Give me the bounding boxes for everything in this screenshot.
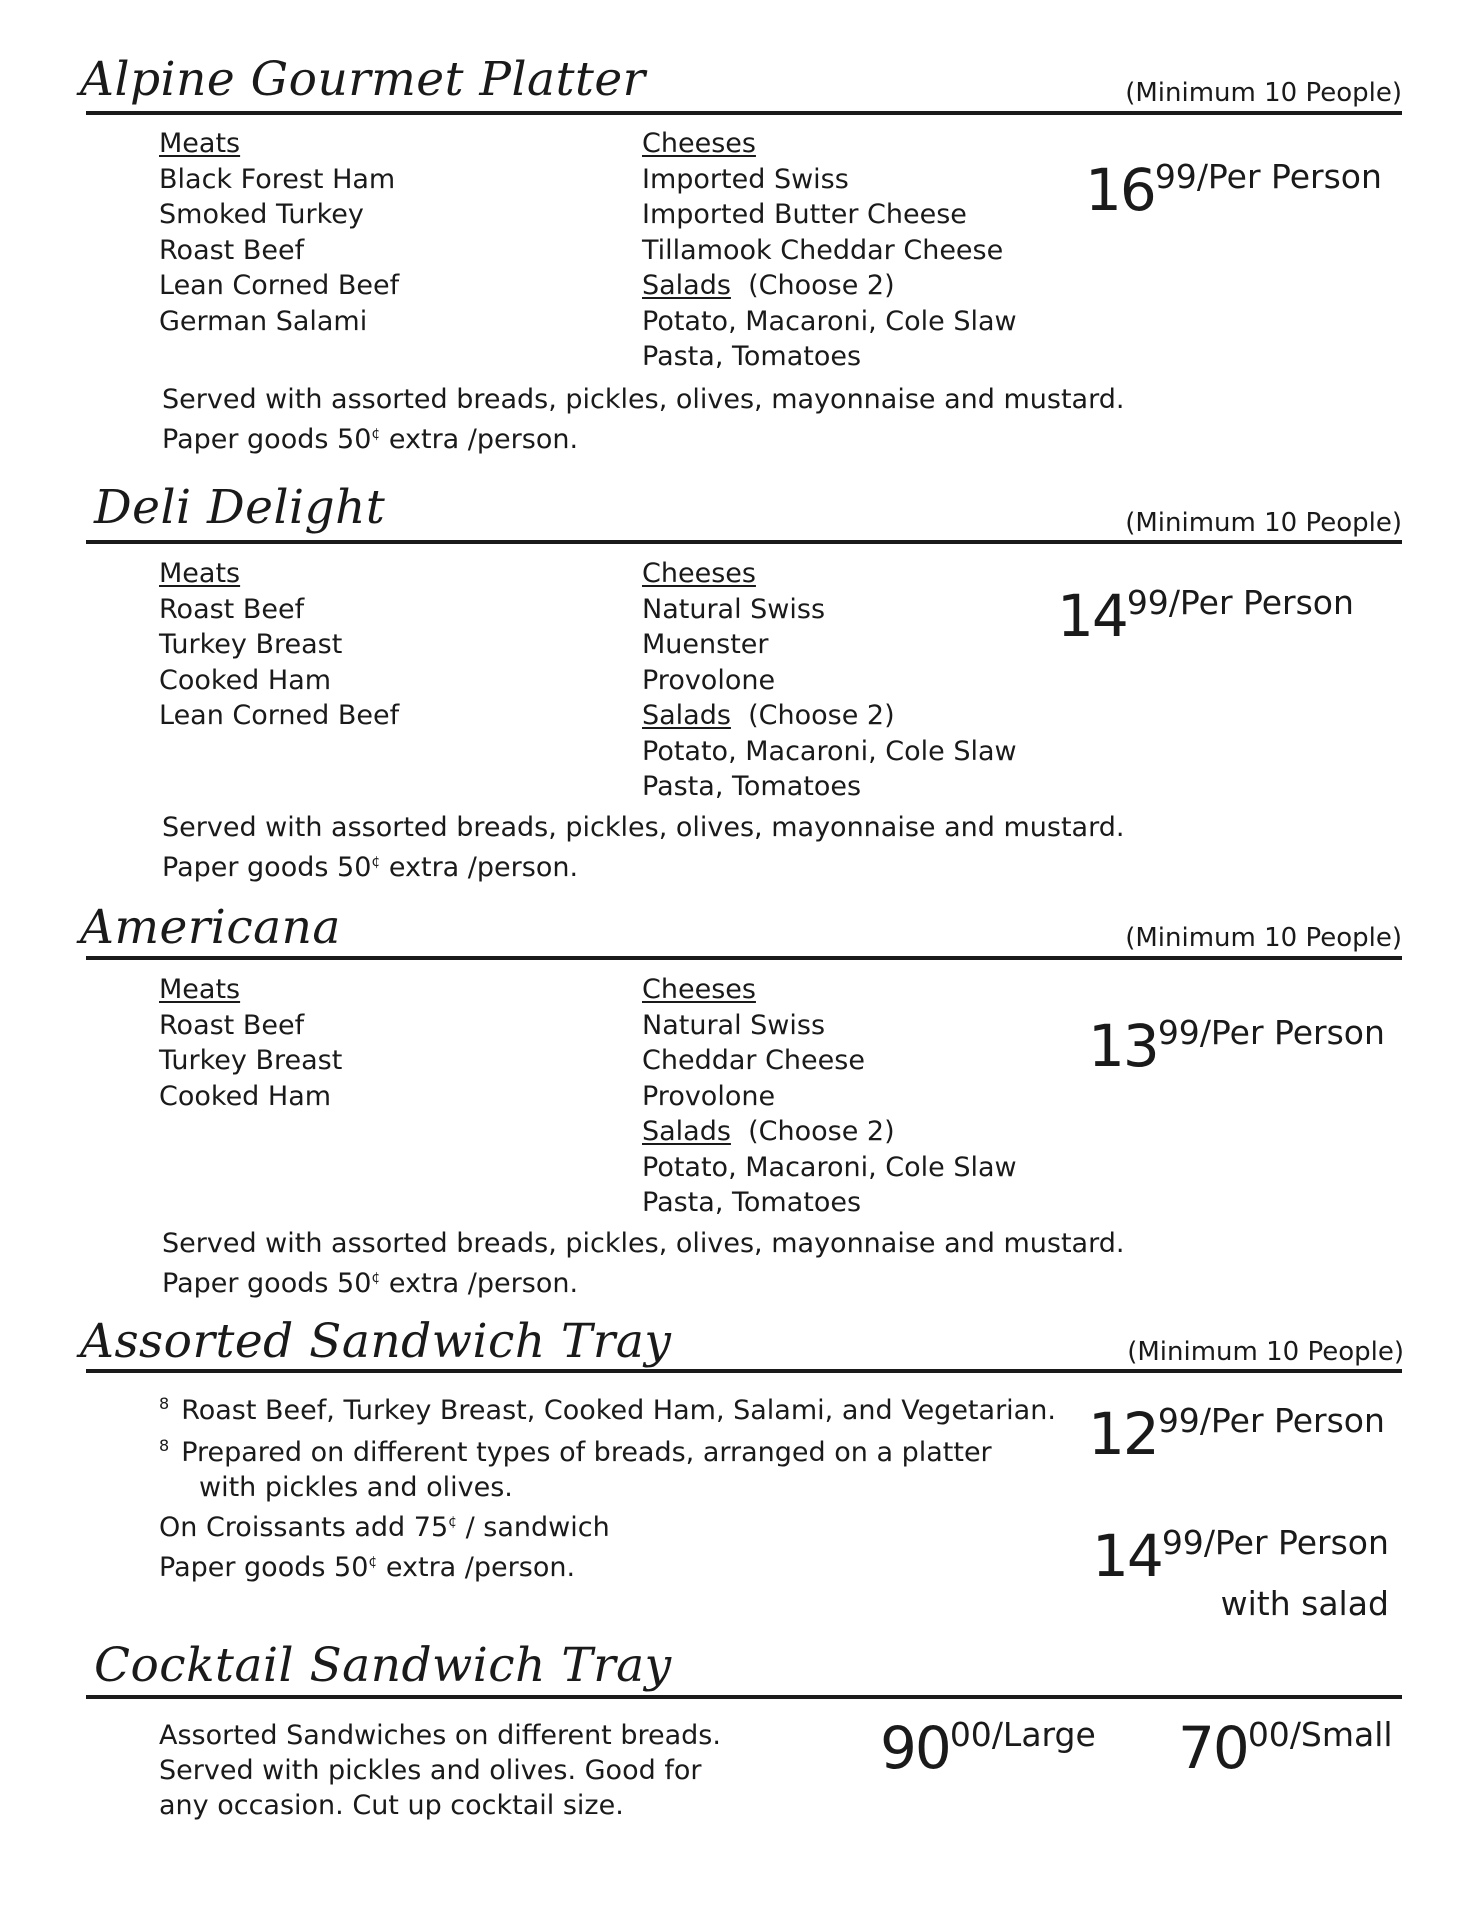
price-unit: /Per Person — [1203, 1523, 1389, 1562]
divider — [86, 540, 1402, 544]
paper-goods-note — [162, 845, 1124, 885]
price-unit: /Per Person — [1199, 1013, 1385, 1052]
price-unit: /Per Person — [1196, 157, 1382, 196]
paper-goods-suffix: extra /person. — [377, 1552, 576, 1583]
meats-list — [159, 556, 399, 734]
divider — [86, 1369, 1402, 1373]
cheeses-list — [642, 556, 1017, 805]
minimum-note: (Minimum 10 People) — [1125, 78, 1402, 108]
price-cents: 99 — [1157, 1401, 1200, 1440]
price-dollars: 13 — [1088, 1012, 1158, 1080]
list-item: Cooked Ham — [159, 664, 332, 696]
paper-goods-text: Paper goods 50 — [159, 1552, 369, 1583]
list-item: Natural Swiss — [642, 593, 826, 625]
price-unit: /Per Person — [1168, 583, 1354, 622]
list-item: Natural Swiss — [642, 1009, 826, 1041]
price-cents: 00 — [949, 1715, 992, 1754]
salads-choose: (Choose 2) — [748, 1116, 895, 1147]
list-item: Muenster — [642, 629, 769, 660]
list-item: Potato, Macaroni, Cole Slaw — [642, 1151, 1017, 1183]
price-cents: 00 — [1247, 1715, 1290, 1754]
served-note — [162, 382, 1124, 457]
price-dollars: 90 — [880, 1714, 950, 1782]
paper-goods-note — [159, 1545, 1056, 1585]
paper-goods-suffix: extra /person. — [380, 1268, 579, 1299]
paper-goods-text: Paper goods 50 — [162, 852, 372, 883]
sandwich-description — [159, 1386, 1056, 1585]
list-item: Provolone — [642, 664, 776, 696]
price-with-salad — [1092, 1522, 1389, 1623]
served-text: Served with assorted breads, pickles, olives, mayonnaise and mustard. — [162, 384, 1125, 415]
price-unit: /Small — [1289, 1715, 1393, 1754]
salads-heading-row — [642, 698, 1017, 734]
cents-sign: ¢ — [371, 854, 381, 870]
divider — [86, 956, 1402, 960]
price-large — [880, 1714, 1096, 1782]
price — [1085, 156, 1382, 224]
cents-sign: ¢ — [371, 426, 381, 442]
salads-choose: (Choose 2) — [748, 700, 895, 731]
description-line: any occasion. Cut up cocktail size. — [159, 1790, 624, 1821]
paper-goods-note — [162, 1261, 1124, 1301]
minimum-note: (Minimum 10 People) — [1125, 923, 1402, 953]
bullet-icon: 8 — [159, 1436, 170, 1455]
list-item: Imported Butter Cheese — [642, 199, 967, 230]
cheeses-heading: Cheeses — [642, 974, 756, 1005]
list-item: Imported Swiss — [642, 163, 849, 195]
list-item: Lean Corned Beef — [159, 700, 400, 731]
list-item: German Salami — [159, 305, 368, 337]
meats-list — [159, 972, 342, 1114]
cents-sign: ¢ — [448, 1514, 458, 1530]
salads-heading: Salads — [642, 270, 731, 301]
bullet-continuation: with pickles and olives. — [199, 1472, 513, 1503]
price-dollars: 12 — [1088, 1400, 1158, 1468]
price-dollars: 14 — [1092, 1522, 1162, 1590]
description-line: Assorted Sandwiches on different breads. — [159, 1720, 721, 1751]
bullet-icon: 8 — [159, 1394, 170, 1413]
list-item: Pasta, Tomatoes — [642, 341, 862, 372]
list-item: Turkey Breast — [159, 629, 343, 660]
paper-goods-note — [162, 417, 1124, 457]
cents-sign: ¢ — [371, 1270, 381, 1286]
bullet-item — [159, 1428, 1056, 1470]
list-item: Provolone — [642, 1080, 776, 1112]
salads-choose: (Choose 2) — [748, 270, 895, 301]
price-small — [1178, 1714, 1393, 1782]
list-item: Roast Beef — [159, 593, 305, 625]
list-item: Turkey Breast — [159, 1045, 343, 1076]
cheeses-list — [642, 972, 1017, 1221]
cocktail-description — [159, 1718, 721, 1823]
served-text: Served with assorted breads, pickles, olives, mayonnaise and mustard. — [162, 1228, 1125, 1259]
paper-goods-text: Paper goods 50 — [162, 424, 372, 455]
list-item: Tillamook Cheddar Cheese — [642, 234, 1004, 266]
price-unit: /Large — [991, 1715, 1096, 1754]
price-dollars: 16 — [1085, 156, 1155, 224]
paper-goods-suffix: extra /person. — [380, 852, 579, 883]
croissant-text: On Croissants add 75 — [159, 1512, 449, 1543]
list-item: Pasta, Tomatoes — [642, 771, 862, 802]
list-item: Cheddar Cheese — [642, 1045, 865, 1076]
croissant-note — [159, 1505, 1056, 1545]
price-cents: 99 — [1154, 157, 1197, 196]
section-title: Americana — [80, 900, 341, 955]
divider — [86, 111, 1402, 115]
served-text: Served with assorted breads, pickles, olives, mayonnaise and mustard. — [162, 812, 1125, 843]
list-item: Pasta, Tomatoes — [642, 1187, 862, 1218]
price-cents: 99 — [1161, 1523, 1204, 1562]
price — [1057, 582, 1354, 650]
price-cents: 99 — [1157, 1013, 1200, 1052]
served-note — [162, 1226, 1124, 1301]
meats-heading: Meats — [159, 974, 241, 1005]
list-item: Potato, Macaroni, Cole Slaw — [642, 305, 1017, 337]
salads-heading-row — [642, 268, 1017, 304]
paper-goods-text: Paper goods 50 — [162, 1268, 372, 1299]
list-item: Roast Beef — [159, 1009, 305, 1041]
list-item: Smoked Turkey — [159, 199, 364, 230]
cheeses-list — [642, 126, 1017, 375]
salads-heading: Salads — [642, 1116, 731, 1147]
served-note — [162, 810, 1124, 885]
minimum-note: (Minimum 10 People) — [1127, 1337, 1404, 1367]
section-title: Deli Delight — [94, 480, 386, 535]
cents-sign: ¢ — [368, 1554, 378, 1570]
list-item: Cooked Ham — [159, 1080, 332, 1112]
price-dollars: 70 — [1178, 1714, 1248, 1782]
section-title: Assorted Sandwich Tray — [80, 1314, 672, 1369]
section-title: Cocktail Sandwich Tray — [94, 1638, 672, 1693]
list-item: Black Forest Ham — [159, 163, 396, 195]
cheeses-heading: Cheeses — [642, 558, 756, 589]
section-title: Alpine Gourmet Platter — [80, 52, 646, 107]
bullet-item — [159, 1386, 1056, 1428]
price-qualifier: with salad — [1220, 1584, 1389, 1623]
meats-heading: Meats — [159, 128, 241, 159]
bullet-text: Prepared on different types of breads, arranged on a platter — [181, 1437, 992, 1468]
price-per-person — [1088, 1400, 1385, 1468]
divider — [86, 1695, 1402, 1699]
price-unit: /Per Person — [1199, 1401, 1385, 1440]
cheeses-heading: Cheeses — [642, 128, 756, 159]
paper-goods-suffix: extra /person. — [380, 424, 579, 455]
list-item: Lean Corned Beef — [159, 270, 400, 301]
price-dollars: 14 — [1057, 582, 1127, 650]
list-item: Potato, Macaroni, Cole Slaw — [642, 735, 1017, 767]
meats-heading: Meats — [159, 558, 241, 589]
minimum-note: (Minimum 10 People) — [1125, 508, 1402, 538]
price — [1088, 1012, 1385, 1080]
price-cents: 99 — [1126, 583, 1169, 622]
meats-list — [159, 126, 399, 339]
salads-heading: Salads — [642, 700, 731, 731]
list-item: Roast Beef — [159, 234, 305, 266]
description-line: Served with pickles and olives. Good for — [159, 1755, 702, 1786]
salads-heading-row — [642, 1114, 1017, 1150]
croissant-suffix: / sandwich — [457, 1512, 610, 1543]
bullet-text: Roast Beef, Turkey Breast, Cooked Ham, Salami, and Vegetarian. — [181, 1395, 1056, 1426]
